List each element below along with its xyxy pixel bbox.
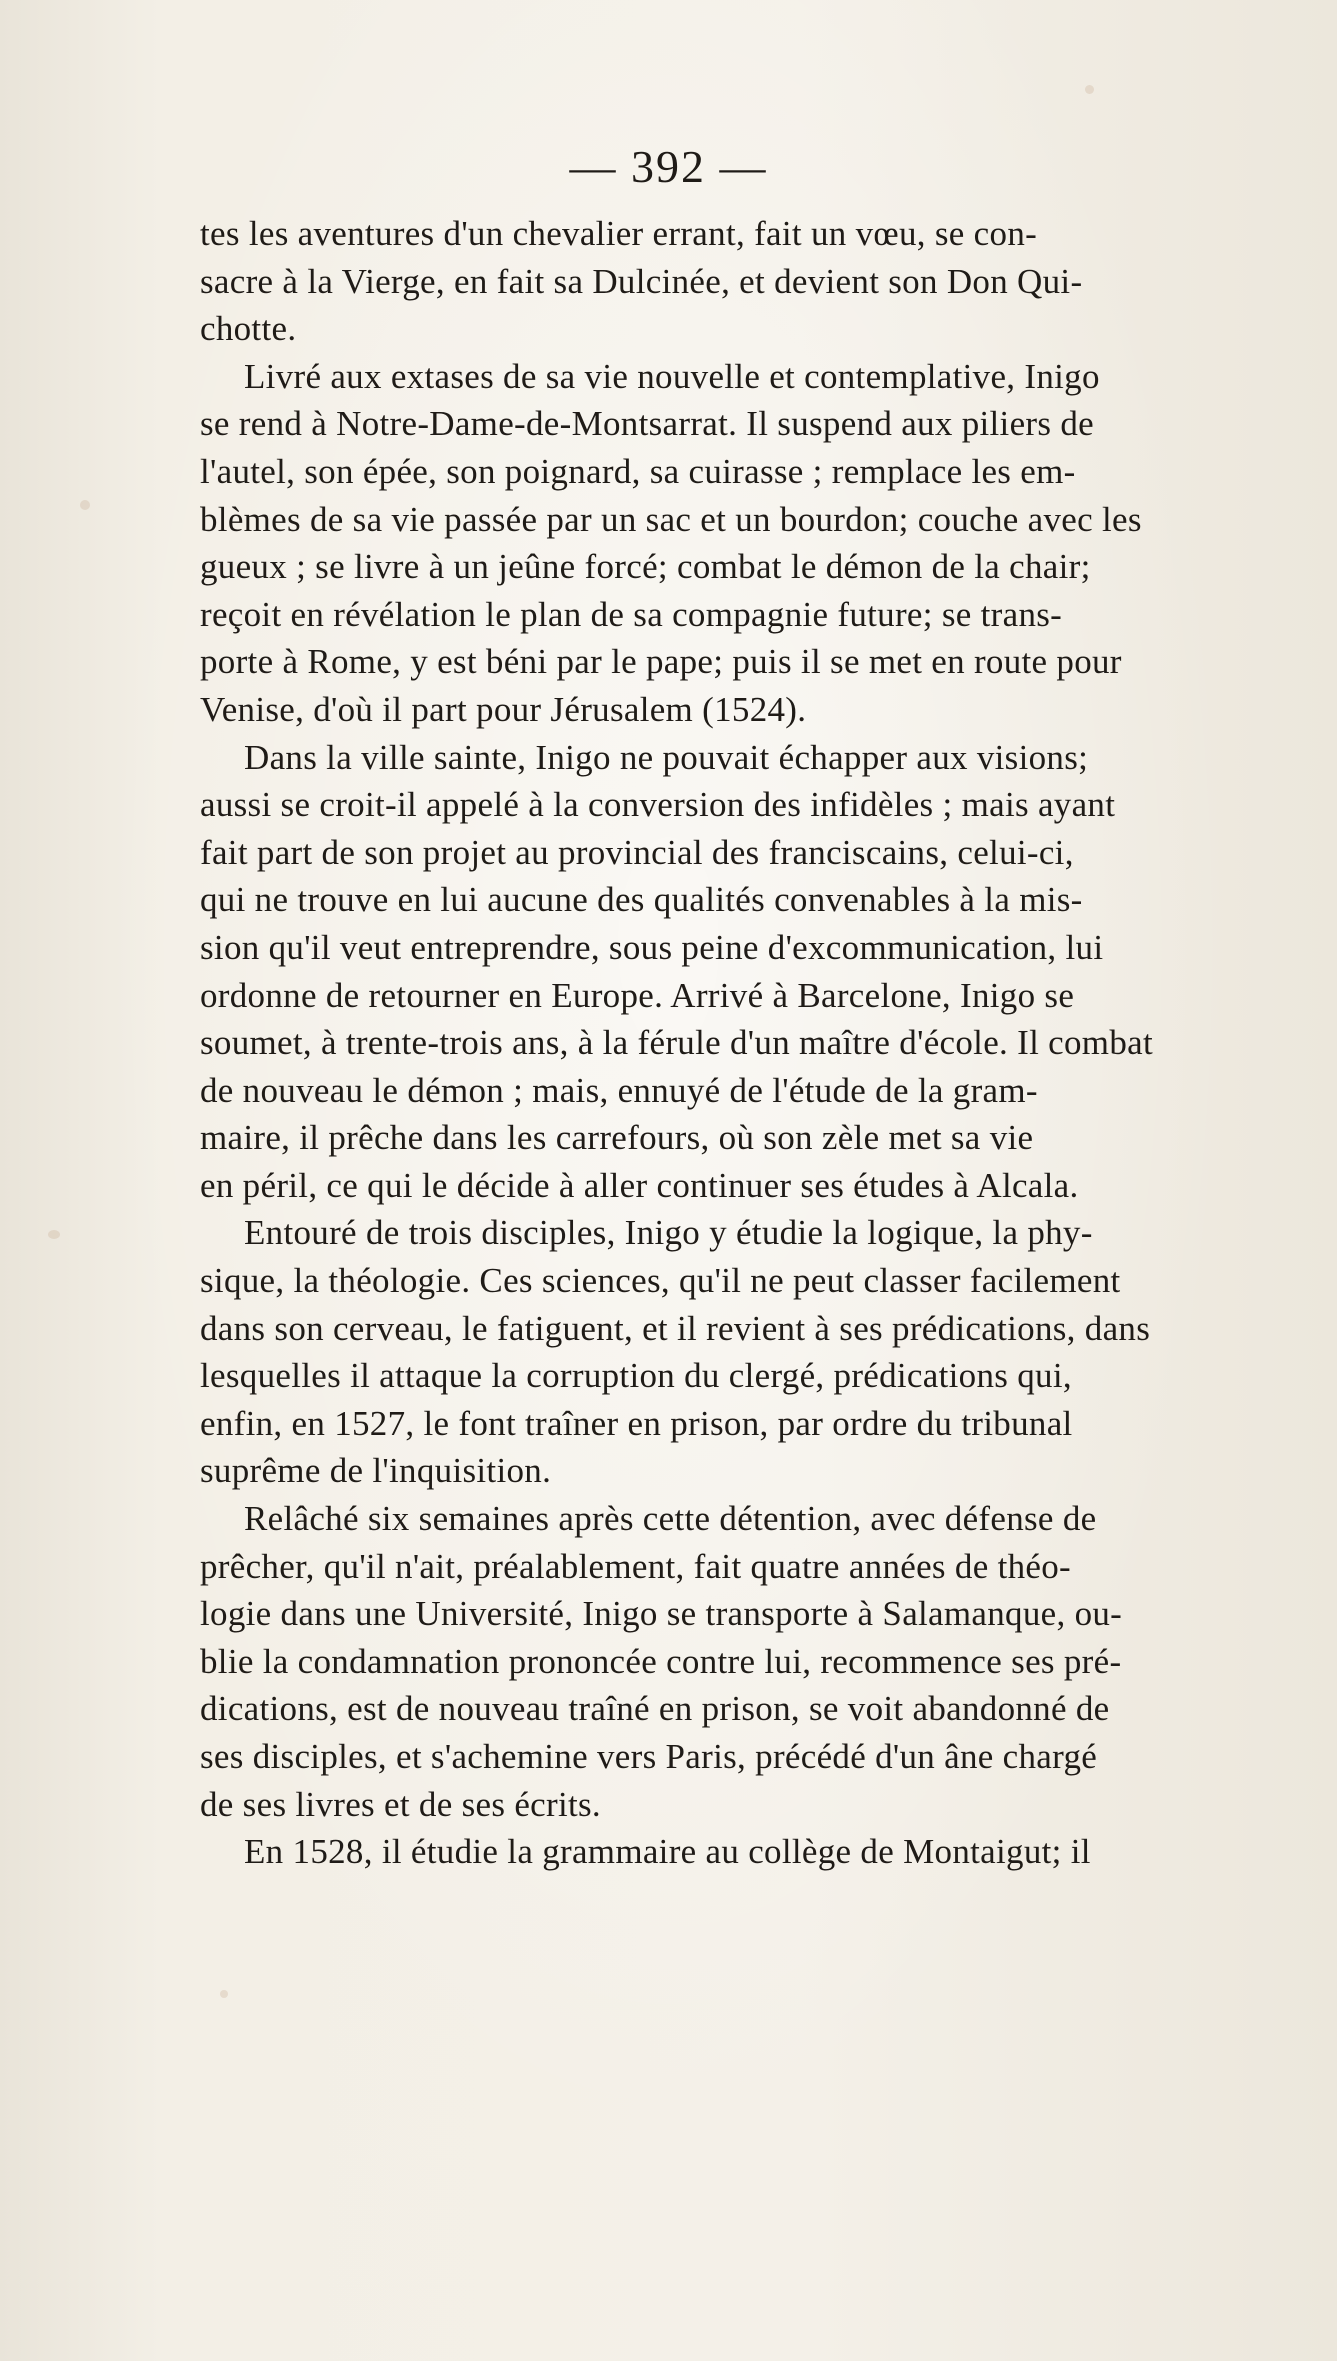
text-line: blie la condamnation prononcée contre lui, recommence ses pré-	[200, 1641, 1122, 1681]
text-line: En 1528, il étudie la grammaire au collège de Montaigut; il	[244, 1832, 1091, 1872]
text-line: lesquelles il attaque la corruption du clergé, prédications qui,	[200, 1356, 1072, 1396]
text-line: Livré aux extases de sa vie nouvelle et contemplative, Inigo	[244, 356, 1100, 396]
text-line: logie dans une Université, Inigo se transporte à Salamanque, ou-	[200, 1594, 1123, 1634]
text-line: prêcher, qu'il n'ait, préalablement, fait quatre années de théo-	[200, 1546, 1071, 1586]
paper-stain	[80, 500, 90, 510]
text-line: soumet, à trente-trois ans, à la férule d'un maître d'école. Il combat	[200, 1023, 1153, 1063]
text-line: fait part de son projet au provincial des franciscains, celui-ci,	[200, 832, 1074, 872]
text-line: aussi se croit-il appelé à la conversion des infidèles ; mais ayant	[200, 785, 1116, 825]
text-line: chotte.	[200, 309, 297, 349]
page-number: — 392 —	[569, 141, 768, 192]
text-line: qui ne trouve en lui aucune des qualités convenables à la mis-	[200, 880, 1083, 920]
text-line: maire, il prêche dans les carrefours, où son zèle met sa vie	[200, 1118, 1034, 1158]
text-line: Entouré de trois disciples, Inigo y étudie la logique, la phy-	[244, 1213, 1093, 1253]
paper-stain	[220, 1990, 228, 1998]
text-line: ordonne de retourner en Europe. Arrivé à Barcelone, Inigo se	[200, 975, 1075, 1015]
text-line: sacre à la Vierge, en fait sa Dulcinée, et devient son Don Qui-	[200, 261, 1083, 301]
text-line: tes les aventures d'un chevalier errant, fait un vœu, se con-	[200, 214, 1038, 253]
text-line: reçoit en révélation le plan de sa compagnie future; se trans-	[200, 594, 1063, 634]
text-line: Relâché six semaines après cette détention, avec défense de	[244, 1499, 1097, 1539]
text-line: Venise, d'où il part pour Jérusalem (1524).	[200, 689, 807, 729]
text-line: de ses livres et de ses écrits.	[200, 1784, 601, 1824]
text-line: enfin, en 1527, le font traîner en prison, par ordre du tribunal	[200, 1403, 1073, 1443]
text-line: de nouveau le démon ; mais, ennuyé de l'étude de la gram-	[200, 1070, 1038, 1110]
text-line: sion qu'il veut entreprendre, sous peine d'excommunication, lui	[200, 927, 1104, 967]
text-line: dans son cerveau, le fatiguent, et il revient à ses prédications, dans	[200, 1308, 1151, 1348]
text-line: suprême de l'inquisition.	[200, 1451, 552, 1491]
text-line: l'autel, son épée, son poignard, sa cuirasse ; remplace les em-	[200, 451, 1076, 491]
text-line: sique, la théologie. Ces sciences, qu'il ne peut classer facilement	[200, 1261, 1121, 1301]
text-line: Dans la ville sainte, Inigo ne pouvait échapper aux visions;	[244, 737, 1089, 777]
paper-stain	[48, 1230, 60, 1239]
text-line: ses disciples, et s'achemine vers Paris, précédé d'un âne chargé	[200, 1737, 1098, 1776]
text-line: en péril, ce qui le décide à aller continuer ses études à Alcala.	[200, 1165, 1079, 1205]
text-line: gueux ; se livre à un jeûne forcé; combat le démon de la chair;	[200, 547, 1091, 587]
text-line: blèmes de sa vie passée par un sac et un bourdon; couche avec les	[200, 499, 1142, 539]
paper-stain	[1085, 85, 1094, 94]
text-line: dications, est de nouveau traîné en prison, se voit abandonné de	[200, 1689, 1110, 1729]
text-line: se rend à Notre-Dame-de-Montsarrat. Il suspend aux piliers de	[200, 404, 1094, 444]
text-line: porte à Rome, y est béni par le pape; puis il se met en route pour	[200, 642, 1122, 682]
body-text	[200, 210, 1300, 1876]
